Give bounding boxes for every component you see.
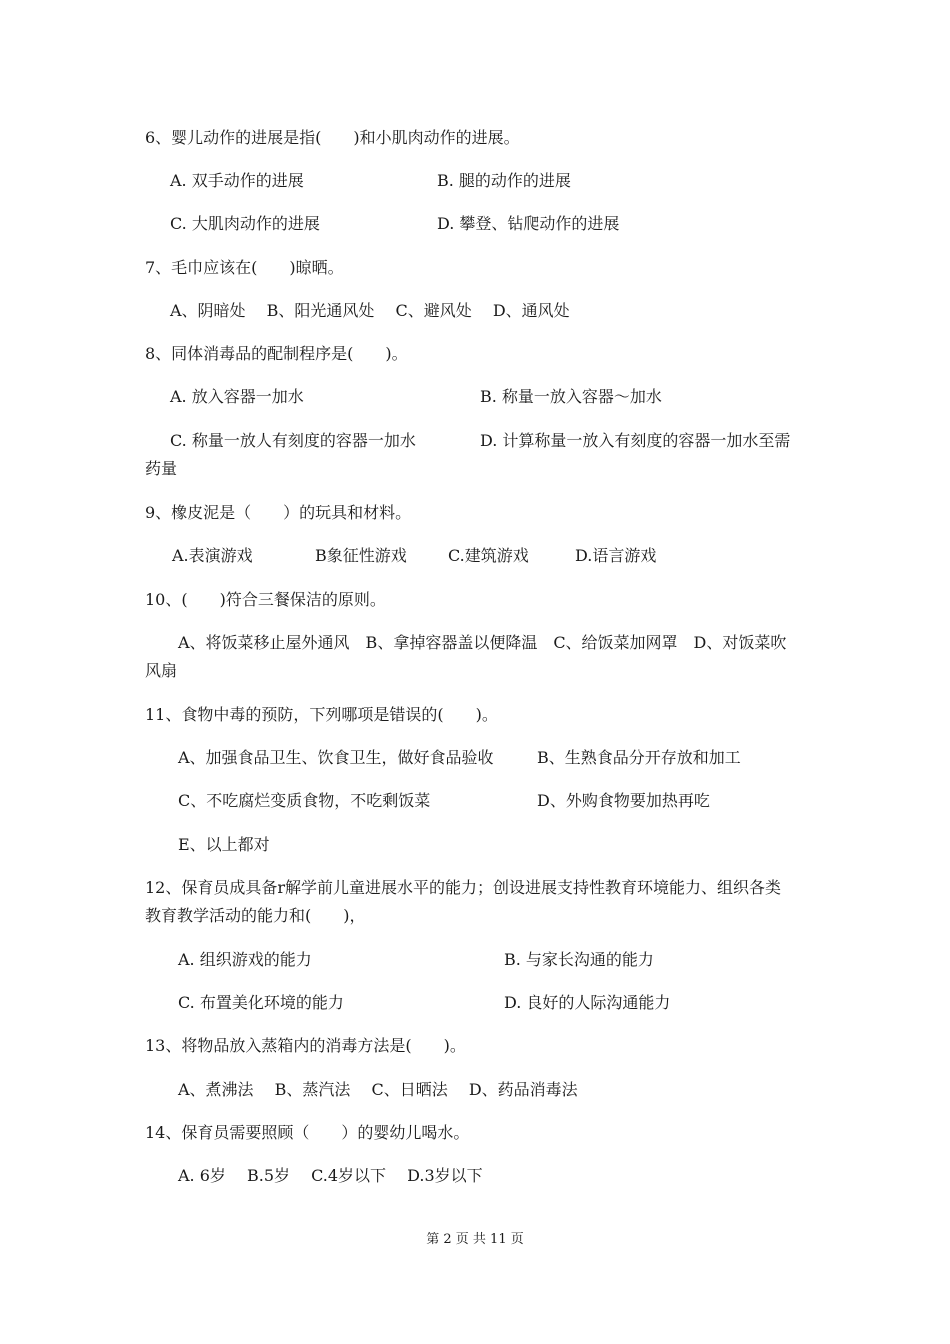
option-c: C.建筑游戏 <box>448 546 529 565</box>
options: A、煮沸法 B、蒸汽法 C、日晒法 D、药品消毒法 <box>178 1080 578 1099</box>
option-a: A、加强食品卫生、饮食卫生，做好食品验收 <box>178 748 494 767</box>
question-stem: 13、将物品放入蒸箱内的消毒方法是( )。 <box>145 1036 466 1055</box>
option-c: C. 称量一放人有刻度的容器一加水 <box>170 431 416 450</box>
options-continued: 风扇 <box>145 661 178 680</box>
option-c: C. 布置美化环境的能力 <box>178 993 344 1012</box>
option-d: D. 计算称量一放入有刻度的容器一加水至需 <box>480 431 791 450</box>
question-stem: 7、毛巾应该在( )晾晒。 <box>145 258 344 277</box>
option-c: C、不吃腐烂变质食物，不吃剩饭菜 <box>178 791 431 810</box>
options: A. 6岁 B.5岁 C.4岁以下 D.3岁以下 <box>178 1166 483 1185</box>
option-d: D. 良好的人际沟通能力 <box>504 993 671 1012</box>
question-stem-continued: 教育教学活动的能力和( )， <box>145 906 366 925</box>
option-b: B、生熟食品分开存放和加工 <box>537 748 741 767</box>
option-c: C. 大肌肉动作的进展 <box>170 214 320 233</box>
option-a: A.表演游戏 <box>172 546 253 565</box>
option-d: D、外购食物要加热再吃 <box>537 791 710 810</box>
option-b: B. 称量一放入容器～加水 <box>480 387 662 406</box>
option-d: D. 攀登、钻爬动作的进展 <box>437 214 620 233</box>
option-a: A. 放入容器一加水 <box>170 387 304 406</box>
question-stem: 12、保育员成具备r解学前儿童进展水平的能力；创设进展支持性教育环境能力、组织各类 <box>145 878 782 897</box>
question-stem: 11、食物中毒的预防，下列哪项是错误的( )。 <box>145 705 498 724</box>
page-footer: 第 2 页 共 11 页 <box>426 1232 524 1247</box>
option-b: B象征性游戏 <box>315 546 407 565</box>
option-e: E、以上都对 <box>178 835 270 854</box>
option-d: D.语言游戏 <box>575 546 657 565</box>
option-d-continued: 药量 <box>145 459 178 478</box>
question-stem: 10、( )符合三餐保洁的原则。 <box>145 590 386 609</box>
option-a: A. 组织游戏的能力 <box>178 950 312 969</box>
options: A、阴暗处 B、阳光通风处 C、避风处 D、通风处 <box>170 301 570 320</box>
option-b: B. 腿的动作的进展 <box>437 171 571 190</box>
question-stem: 6、婴儿动作的进展是指( )和小肌肉动作的进展。 <box>145 128 520 147</box>
options: A、将饭菜移止屋外通风 B、拿掉容器盖以便降温 C、给饭菜加网罩 D、对饭菜吹 <box>178 633 787 652</box>
option-b: B. 与家长沟通的能力 <box>504 950 654 969</box>
question-stem: 14、保育员需要照顾（ ）的婴幼儿喝水。 <box>145 1123 470 1142</box>
question-stem: 9、橡皮泥是（ ）的玩具和材料。 <box>145 503 412 522</box>
option-a: A. 双手动作的进展 <box>170 171 304 190</box>
question-stem: 8、同体消毒品的配制程序是( )。 <box>145 344 408 363</box>
